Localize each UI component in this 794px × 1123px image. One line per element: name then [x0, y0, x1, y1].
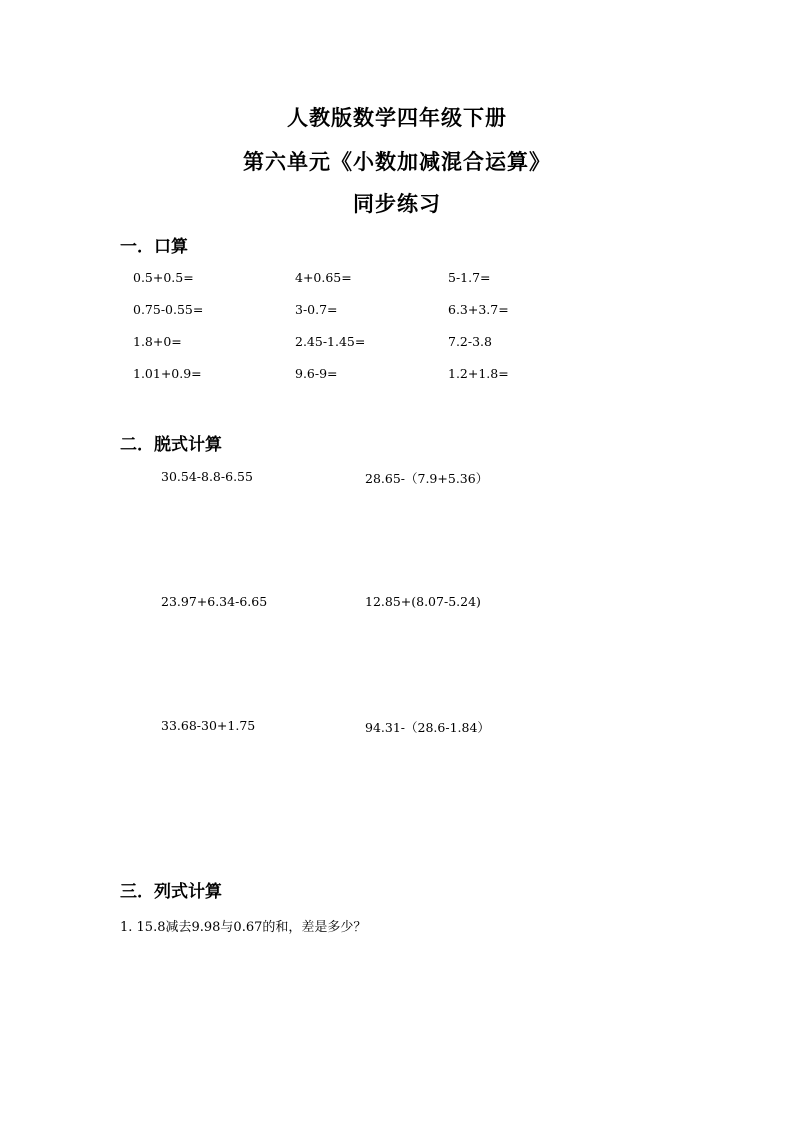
step-item: 28.65-（7.9+5.36） [365, 471, 489, 486]
document-title-line-3: 同步练习 [353, 191, 441, 216]
oral-item: 0.75-0.55= [133, 302, 204, 317]
step-item: 23.97+6.34-6.65 [161, 594, 268, 609]
oral-item: 4+0.65= [295, 270, 352, 285]
section-heading-step-calculation: 二．脱式计算 [120, 435, 222, 455]
section-heading-equation-calculation: 三．列式计算 [120, 882, 222, 902]
oral-item: 1.01+0.9= [133, 366, 202, 381]
oral-item: 2.45-1.45= [295, 334, 366, 349]
oral-item: 0.5+0.5= [133, 270, 194, 285]
step-item: 94.31-（28.6-1.84） [365, 720, 490, 735]
oral-item: 6.3+3.7= [448, 302, 509, 317]
section-heading-oral-calculation: 一．口算 [120, 237, 188, 257]
step-item: 33.68-30+1.75 [161, 718, 256, 733]
oral-item: 7.2-3.8 [448, 334, 492, 349]
oral-item: 9.6-9= [295, 366, 338, 381]
oral-item: 5-1.7= [448, 270, 491, 285]
word-problem: 1. 15.8减去9.98与0.67的和，差是多少？ [120, 920, 367, 935]
step-item: 12.85+(8.07-5.24) [365, 594, 481, 609]
document-title-line-1: 人教版数学四年级下册 [287, 105, 507, 130]
step-item: 30.54-8.8-6.55 [161, 469, 253, 484]
oral-item: 3-0.7= [295, 302, 338, 317]
document-title-line-2: 第六单元《小数加减混合运算》 [243, 149, 551, 174]
oral-item: 1.8+0= [133, 334, 182, 349]
oral-item: 1.2+1.8= [448, 366, 509, 381]
